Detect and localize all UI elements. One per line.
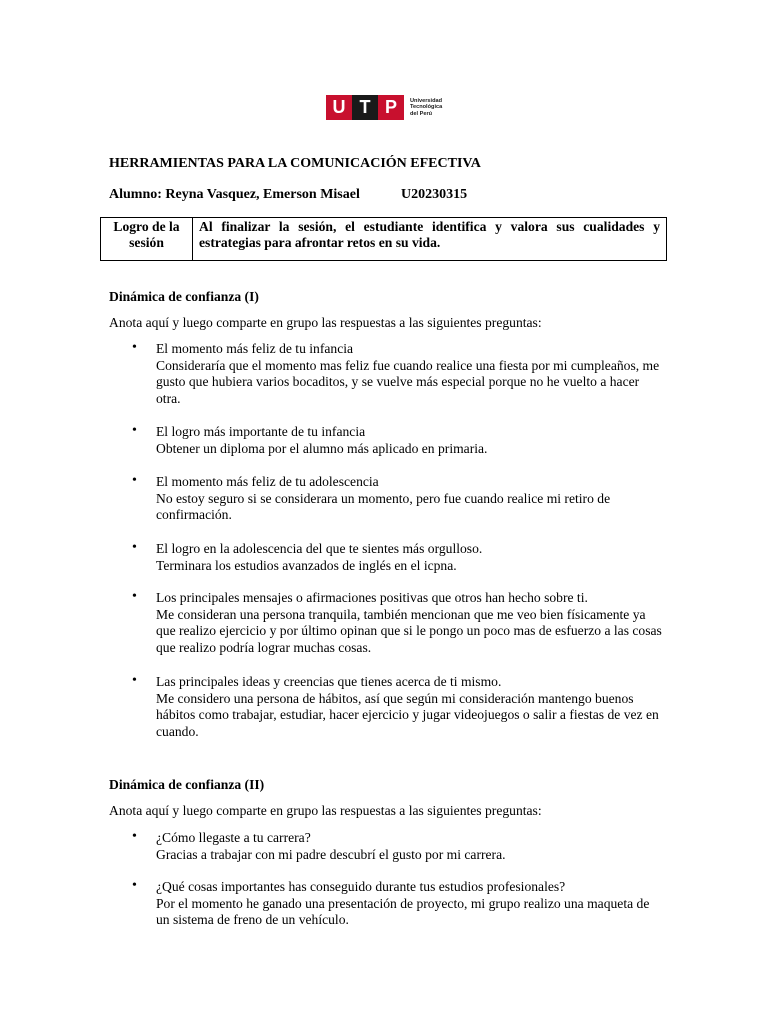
question-text: ¿Cómo llegaste a tu carrera? bbox=[156, 830, 311, 845]
question-text: El logro más importante de tu infancia bbox=[156, 424, 366, 439]
question-item bbox=[132, 341, 662, 407]
bullet-icon: • bbox=[132, 473, 137, 488]
bullet-icon: • bbox=[132, 589, 137, 604]
answer-text: Obtener un diploma por el alumno más aplicado en primaria. bbox=[156, 440, 488, 456]
answer-text: Me considero una persona de hábitos, así que según mi consideración mantengo buenos hábitos como trabajar, estudiar, hacer ejercicio y jugar videojuegos o salir a fiestas de vez en cuando. bbox=[156, 690, 659, 739]
logro-label-line-1: Logro de la bbox=[113, 219, 180, 234]
logro-label-line-2: sesión bbox=[129, 235, 164, 250]
logro-description: Al finalizar la sesión, el estudiante identifica y valora sus cualidades y estrategias para afrontar retos en su vida. bbox=[199, 219, 660, 250]
question-item bbox=[132, 474, 662, 524]
question-item bbox=[132, 830, 662, 863]
bullet-icon: • bbox=[132, 878, 137, 893]
answer-text: Terminara los estudios avanzados de inglés en el icpna. bbox=[156, 557, 457, 573]
answer-text: Gracias a trabajar con mi padre descubrí el gusto por mi carrera. bbox=[156, 846, 506, 862]
question-text: Los principales mensajes o afirmaciones positivas que otros han hecho sobre ti. bbox=[156, 590, 588, 605]
logro-table bbox=[100, 217, 667, 261]
student-code: U20230315 bbox=[401, 187, 468, 202]
document-title: HERRAMIENTAS PARA LA COMUNICACIÓN EFECTIVA bbox=[109, 156, 481, 171]
question-text: El momento más feliz de tu infancia bbox=[156, 341, 354, 356]
student-name: Alumno: Reyna Vasquez, Emerson Misael bbox=[109, 187, 360, 202]
section-title-2: Dinámica de confianza (II) bbox=[109, 777, 265, 792]
question-text: Las principales ideas y creencias que tienes acerca de ti mismo. bbox=[156, 674, 502, 689]
section-intro-2: Anota aquí y luego comparte en grupo las respuestas a las siguientes preguntas: bbox=[109, 803, 542, 818]
logo-letter-p: P bbox=[378, 95, 404, 120]
bullet-icon: • bbox=[132, 423, 137, 438]
bullet-icon: • bbox=[132, 829, 137, 844]
logo-line-3: del Perú bbox=[410, 110, 433, 117]
logo-line-1: Universidad bbox=[410, 97, 443, 104]
utp-logo bbox=[326, 95, 442, 120]
question-item bbox=[132, 590, 662, 656]
section-title-1: Dinámica de confianza (I) bbox=[109, 289, 259, 304]
answer-text: No estoy seguro si se considerara un momento, pero fue cuando realice mi retiro de confirmación. bbox=[156, 490, 611, 523]
logo-line-2: Tecnológica bbox=[410, 104, 443, 111]
answer-text: Me consideran una persona tranquila, también mencionan que me veo bien físicamente ya que realizo ejercicio y por último opinan que si le pongo un poco mas de esfuerzo a las cosas que realizo podría lograr muchas cosas. bbox=[156, 606, 662, 655]
section-intro-1: Anota aquí y luego comparte en grupo las respuestas a las siguientes preguntas: bbox=[109, 315, 542, 330]
logo-letter-u: U bbox=[326, 95, 352, 120]
bullet-icon: • bbox=[132, 540, 137, 555]
logo-wordmark bbox=[410, 98, 442, 117]
answer-text: Consideraría que el momento mas feliz fue cuando realice una fiesta por mi cumpleaños, me gusto que hubiera varios bocaditos, y se vuelve más especial porque no he vuelto a hacer otra. bbox=[156, 357, 660, 406]
bullet-icon: • bbox=[132, 673, 137, 688]
question-item bbox=[132, 424, 662, 457]
question-item bbox=[132, 541, 662, 574]
question-item bbox=[132, 879, 662, 929]
question-text: ¿Qué cosas importantes has conseguido durante tus estudios profesionales? bbox=[156, 879, 566, 894]
answer-text: Por el momento he ganado una presentación de proyecto, mi grupo realizo una maqueta de un sistema de freno de un vehículo. bbox=[156, 895, 650, 928]
question-item bbox=[132, 674, 662, 740]
logro-label bbox=[101, 218, 193, 260]
logo-letter-t: T bbox=[352, 95, 378, 120]
question-text: El logro en la adolescencia del que te sientes más orgulloso. bbox=[156, 541, 483, 556]
question-text: El momento más feliz de tu adolescencia bbox=[156, 474, 379, 489]
bullet-icon: • bbox=[132, 340, 137, 355]
